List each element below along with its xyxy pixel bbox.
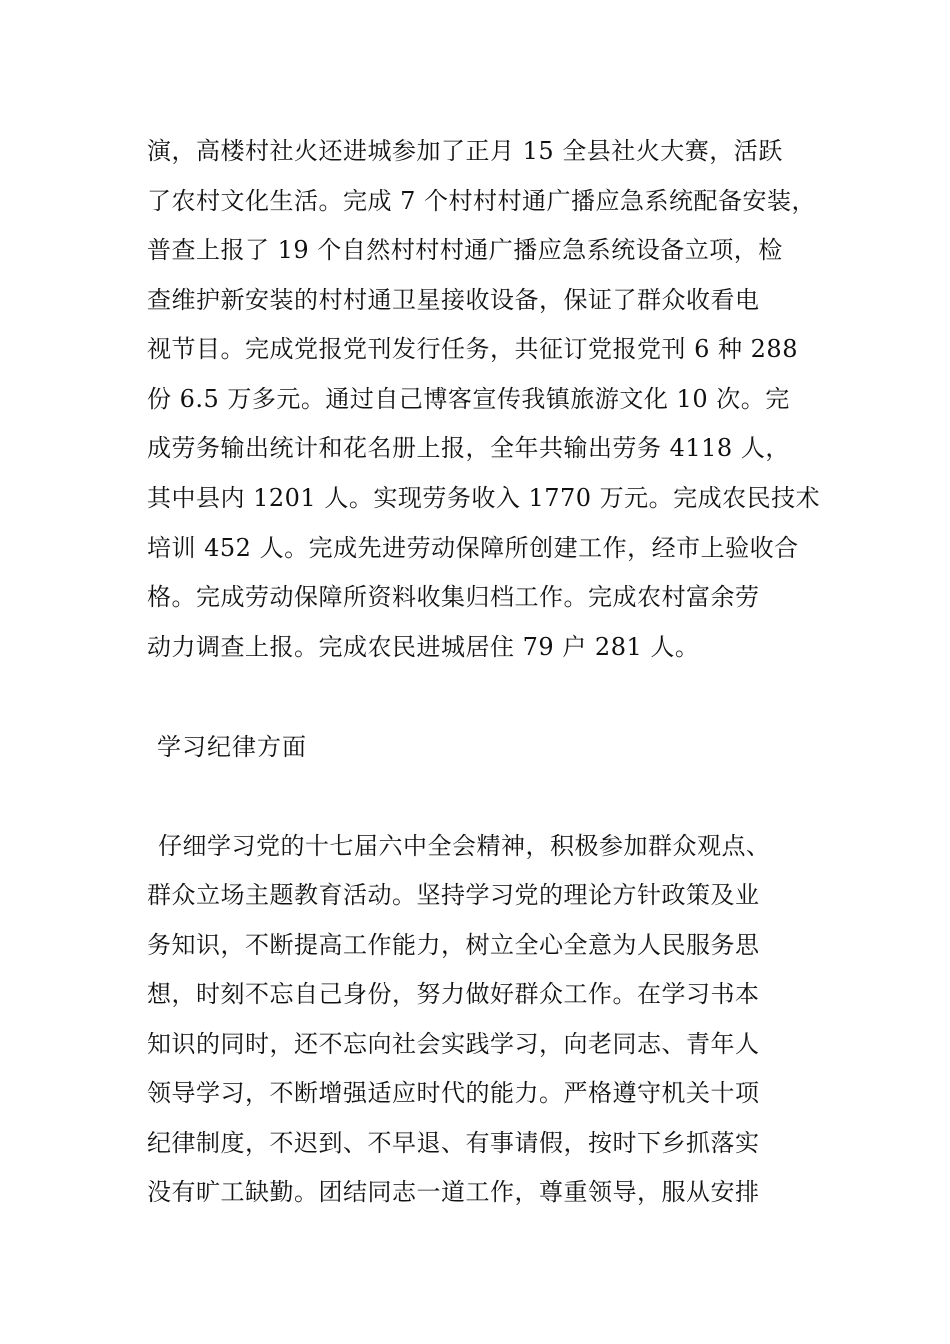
paragraph-line: 仔细学习党的十七届六中全会精神，积极参加群众观点、 xyxy=(158,832,771,860)
paragraph-line: 领导学习，不断增强适应时代的能力。严格遵守机关十项 xyxy=(147,1079,760,1107)
paragraph-line: 想，时刻不忘自己身份，努力做好群众工作。在学习书本 xyxy=(147,980,760,1008)
paragraph-line: 培训 452 人。完成先进劳动保障所创建工作，经市上验收合 xyxy=(147,534,799,562)
section-heading: 学习纪律方面 xyxy=(157,733,307,761)
paragraph-line: 视节目。完成党报党刊发行任务，共征订党报党刊 6 种 288 xyxy=(147,335,798,363)
paragraph-line: 务知识，不断提高工作能力，树立全心全意为人民服务思 xyxy=(147,931,760,959)
paragraph-line: 其中县内 1201 人。实现劳务收入 1770 万元。完成农民技术 xyxy=(147,484,821,512)
paragraph-line: 动力调查上报。完成农民进城居住 79 户 281 人。 xyxy=(147,633,700,661)
paragraph-line: 格。完成劳动保障所资料收集归档工作。完成农村富余劳 xyxy=(147,583,760,611)
paragraph-line: 查维护新安装的村村通卫星接收设备，保证了群众收看电 xyxy=(147,286,760,314)
paragraph-line: 知识的同时，还不忘向社会实践学习，向老同志、青年人 xyxy=(147,1030,760,1058)
paragraph-line: 份 6.5 万多元。通过自己博客宣传我镇旅游文化 10 次。完 xyxy=(147,385,790,413)
paragraph-line: 演，高楼村社火还进城参加了正月 15 全县社火大赛，活跃 xyxy=(147,137,783,165)
paragraph-line: 群众立场主题教育活动。坚持学习党的理论方针政策及业 xyxy=(147,881,760,909)
paragraph-line: 成劳务输出统计和花名册上报，全年共输出劳务 4118 人， xyxy=(147,434,790,462)
paragraph-line: 纪律制度，不迟到、不早退、有事请假，按时下乡抓落实 xyxy=(147,1129,760,1157)
paragraph-line: 没有旷工缺勤。团结同志一道工作，尊重领导，服从安排 xyxy=(147,1178,760,1206)
paragraph-line: 普查上报了 19 个自然村村村通广播应急系统设备立项，检 xyxy=(147,236,783,264)
paragraph-line: 了农村文化生活。完成 7 个村村村通广播应急系统配备安装， xyxy=(147,187,817,215)
